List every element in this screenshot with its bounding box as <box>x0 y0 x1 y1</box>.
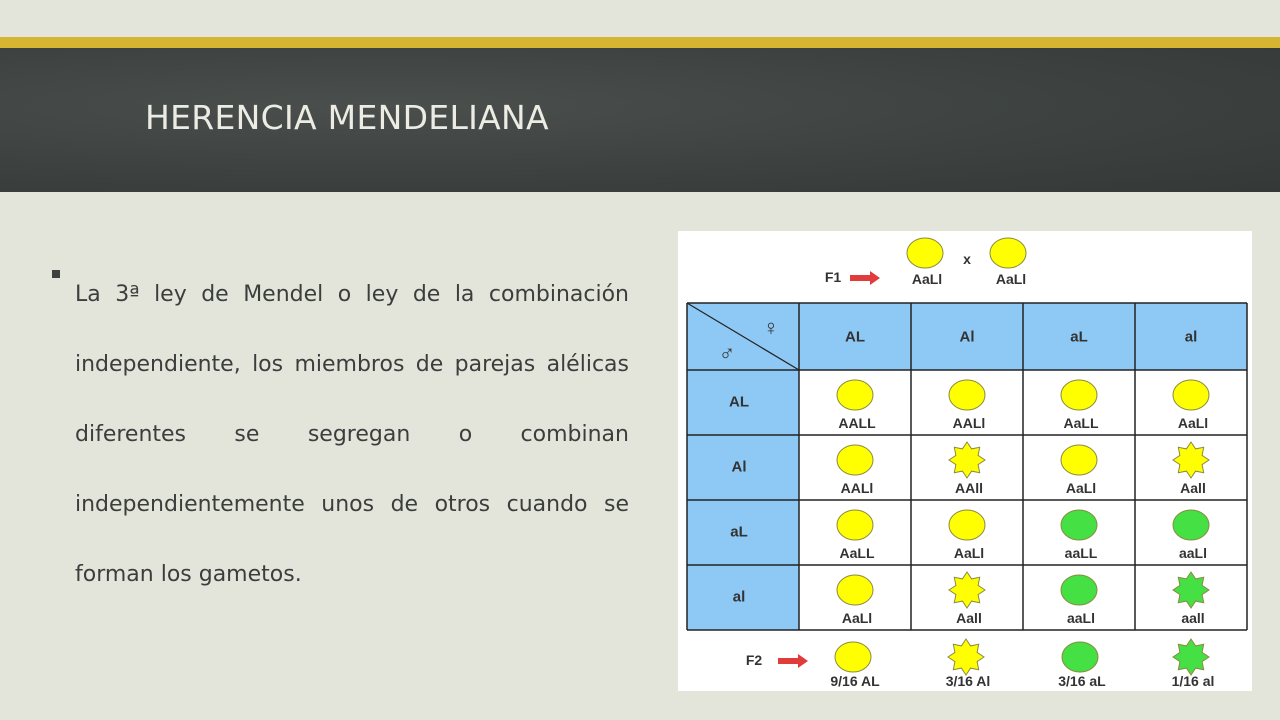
f1-parent-pea-2 <box>990 238 1026 268</box>
cell-genotype: AaLL <box>839 545 875 561</box>
pea-icon <box>949 380 985 410</box>
cell-genotype: Aall <box>1180 480 1206 496</box>
pea-icon <box>837 510 873 540</box>
pea-icon <box>1173 572 1209 608</box>
male-symbol: ♂ <box>718 340 736 365</box>
cell-genotype: Aall <box>956 610 982 626</box>
f2-ratio-label: 1/16 al <box>1171 673 1215 689</box>
cell-genotype: aaLl <box>1066 610 1096 626</box>
cell-genotype: AALL <box>838 415 876 431</box>
pea-icon <box>1061 575 1097 605</box>
pea-icon <box>1173 510 1209 540</box>
punnett-diagram <box>678 231 1252 691</box>
col-header-1: AL <box>845 328 865 346</box>
cell-genotype: AALl <box>840 480 874 496</box>
cell-genotype: aaLl <box>1178 545 1208 561</box>
col-header-4: al <box>1184 328 1198 346</box>
f2-pea-icon <box>1062 642 1098 672</box>
cell-genotype: AAll <box>955 480 983 496</box>
cell-genotype: aall <box>1181 610 1205 626</box>
pea-icon <box>837 445 873 475</box>
row-header-1: AL <box>729 393 749 411</box>
pea-icon <box>1173 380 1209 410</box>
f2-pea-icon <box>948 639 984 675</box>
f2-arrow-icon <box>778 658 798 664</box>
f1-arrow-icon-head <box>870 271 880 285</box>
bullet-item <box>52 260 629 610</box>
pea-icon <box>949 442 985 478</box>
cell-genotype: AaLl <box>1065 480 1097 496</box>
pea-icon <box>837 380 873 410</box>
cross-symbol: x <box>963 251 971 267</box>
f2-ratio-label: 3/16 Al <box>945 673 991 689</box>
pea-icon <box>1061 445 1097 475</box>
cell-genotype: AaLl <box>953 545 985 561</box>
f2-arrow-icon-head <box>798 654 808 668</box>
pea-icon <box>1173 442 1209 478</box>
f2-pea-icon <box>835 642 871 672</box>
bullet-square-icon <box>52 270 60 278</box>
f2-ratio-label: 3/16 aL <box>1058 673 1106 689</box>
cell-genotype: AALl <box>952 415 986 431</box>
f1-arrow-icon <box>850 275 870 281</box>
f1-parent-genotype-2: AaLl <box>995 271 1027 287</box>
f1-parent-pea-1 <box>907 238 943 268</box>
pea-icon <box>949 510 985 540</box>
cell-genotype: aaLL <box>1064 545 1098 561</box>
row-header-3: aL <box>730 523 748 541</box>
row-header-4: al <box>732 588 746 606</box>
f2-pea-icon <box>1173 639 1209 675</box>
col-header-3: aL <box>1070 328 1088 346</box>
pea-icon <box>837 575 873 605</box>
pea-icon <box>1061 380 1097 410</box>
f2-ratio-label: 9/16 AL <box>830 673 880 689</box>
cell-genotype: AaLL <box>1063 415 1099 431</box>
bullet-text: La 3ª ley de Mendel o ley de la combinación independiente, los miembros de parejas alélicas diferentes se segregan o combinan independientemente unos de otros cuando se forman los gametos. <box>75 282 629 587</box>
cell-genotype: AaLl <box>841 610 873 626</box>
col-header-2: Al <box>959 328 975 346</box>
f1-label: F1 <box>824 269 842 285</box>
f1-parent-genotype-1: AaLl <box>911 271 943 287</box>
punnett-square-figure <box>678 231 1252 691</box>
accent-bar <box>0 37 1280 48</box>
female-symbol: ♀ <box>762 315 780 340</box>
f2-label: F2 <box>745 652 763 668</box>
pea-icon <box>1061 510 1097 540</box>
row-header-2: Al <box>731 458 747 476</box>
cell-genotype: AaLl <box>1177 415 1209 431</box>
pea-icon <box>949 572 985 608</box>
slide-title: HERENCIA MENDELIANA <box>145 98 549 137</box>
